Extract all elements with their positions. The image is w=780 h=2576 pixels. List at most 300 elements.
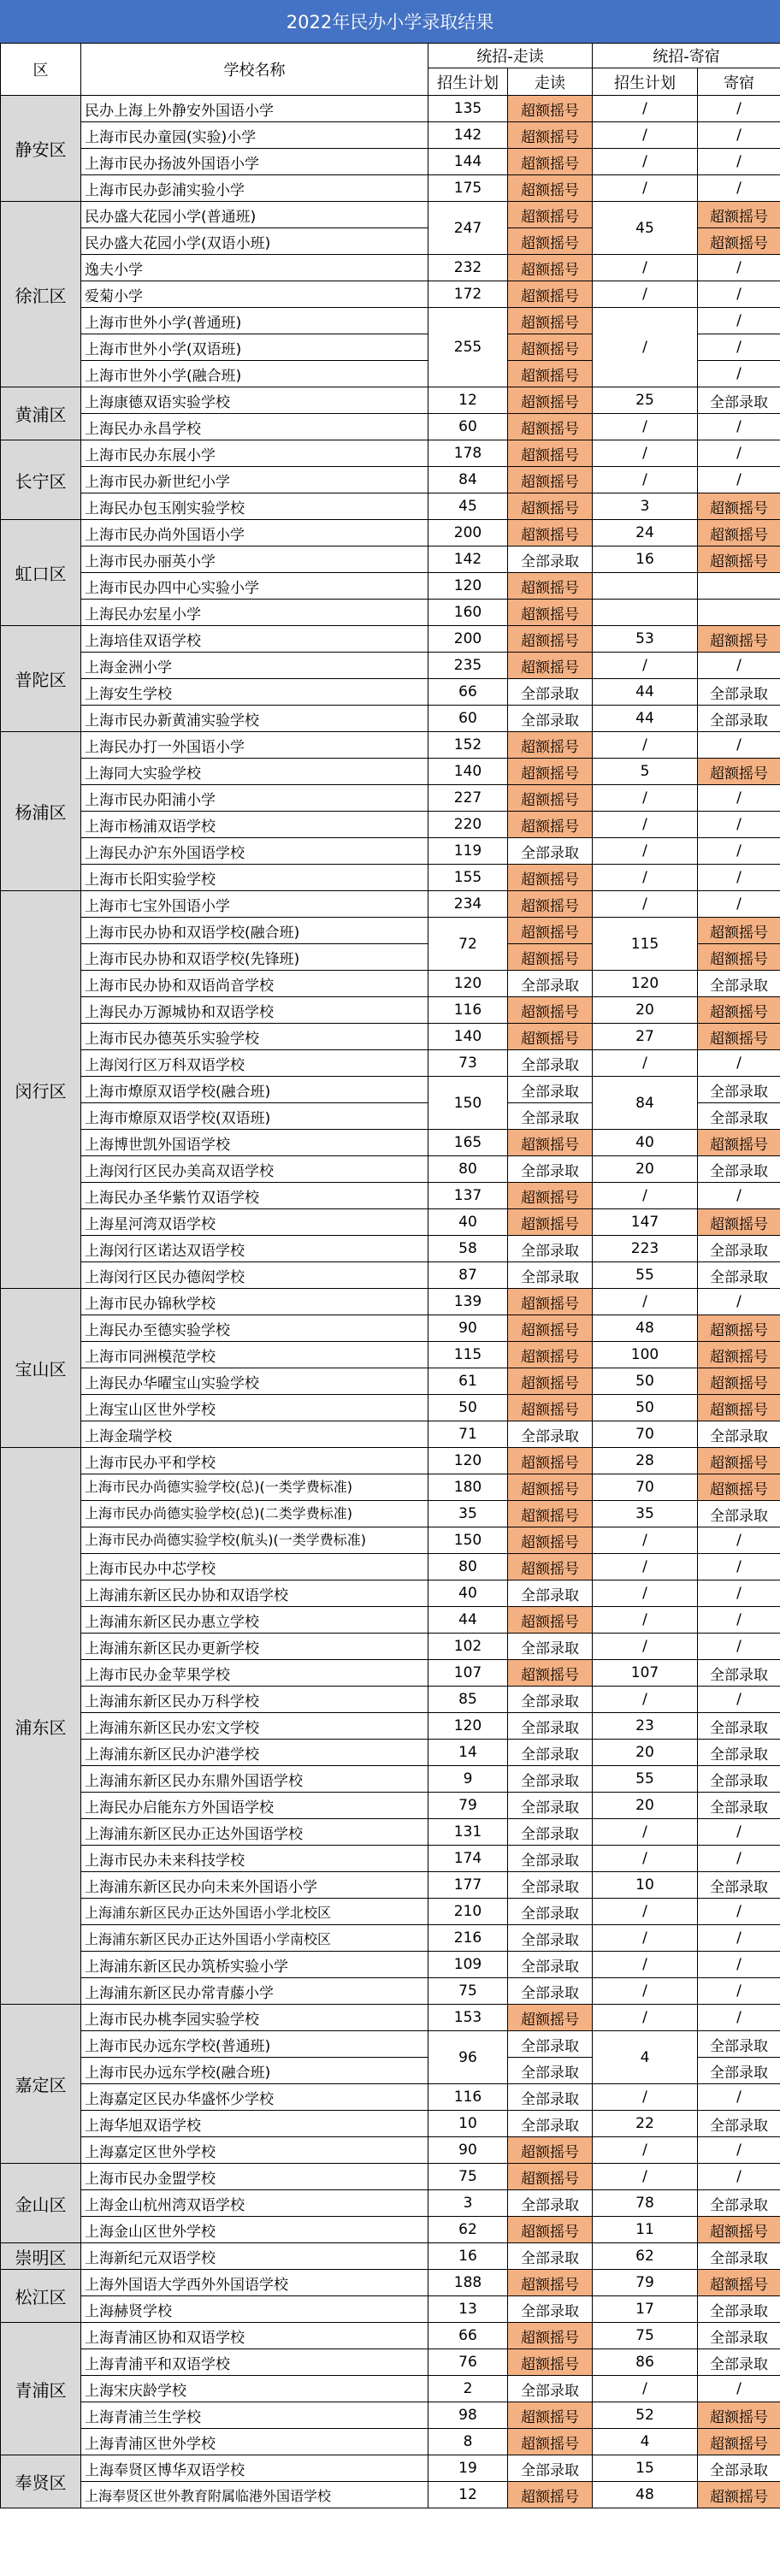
quota2-cell: / — [593, 2376, 698, 2402]
header-group-walk: 统招-走读 — [428, 44, 593, 68]
board-result: / — [698, 2084, 780, 2111]
table-row — [1, 2270, 780, 2296]
quota-cell: 13 — [428, 2296, 508, 2323]
quota-cell: 96 — [428, 2031, 508, 2084]
school-name: 上海民办万源城协和双语学校 — [81, 997, 428, 1024]
school-name: 上海市民办新世纪小学 — [81, 467, 428, 493]
quota-cell: 60 — [428, 706, 508, 732]
quota-cell: 135 — [428, 96, 508, 122]
table-row — [1, 679, 780, 706]
table-row — [1, 1554, 780, 1580]
table-row — [1, 1660, 780, 1687]
quota-cell: 234 — [428, 891, 508, 918]
school-name: 上海市燎原双语学校(双语班) — [81, 1103, 428, 1130]
board-result: / — [698, 96, 780, 122]
table-row — [1, 732, 780, 759]
quota-cell: 220 — [428, 812, 508, 838]
school-name: 上海康德双语实验学校 — [81, 387, 428, 414]
header-quota: 招生计划 — [428, 68, 508, 96]
quota2-cell: / — [593, 1607, 698, 1634]
school-name: 上海宋庆龄学校 — [81, 2376, 428, 2402]
quota-cell: 120 — [428, 1448, 508, 1474]
quota2-cell: / — [593, 1978, 698, 2005]
quota2-cell: / — [593, 2137, 698, 2164]
walk-result: 超额摇号 — [508, 812, 593, 838]
quota-cell: 178 — [428, 440, 508, 467]
school-name: 上海浦东新区民办向未来外国语小学 — [81, 1872, 428, 1899]
board-result: 超额摇号 — [698, 997, 780, 1024]
table-row — [1, 1130, 780, 1156]
school-name: 上海浦东新区民办惠立学校 — [81, 1607, 428, 1634]
walk-result: 超额摇号 — [508, 2402, 593, 2429]
table-row — [1, 971, 780, 997]
quota2-cell: / — [593, 1819, 698, 1846]
quota2-cell: 22 — [593, 2111, 698, 2137]
board-result: 超额摇号 — [698, 626, 780, 653]
school-name: 上海华旭双语学校 — [81, 2111, 428, 2137]
school-name: 上海青浦平和双语学校 — [81, 2349, 428, 2376]
table-row — [1, 1634, 780, 1660]
quota-cell: 75 — [428, 2164, 508, 2190]
quota2-cell: 48 — [593, 2482, 698, 2508]
quota-cell: 172 — [428, 281, 508, 308]
walk-result: 全部录取 — [508, 547, 593, 573]
walk-result: 全部录取 — [508, 1952, 593, 1978]
table-row — [1, 2349, 780, 2376]
walk-result: 全部录取 — [508, 1236, 593, 1262]
quota-cell: 177 — [428, 1872, 508, 1899]
table-row — [1, 1793, 780, 1819]
school-name: 上海奉贤区博华双语学校 — [81, 2455, 428, 2482]
school-name: 上海市民办平和学校 — [81, 1448, 428, 1474]
walk-result: 超额摇号 — [508, 122, 593, 149]
quota-cell: 116 — [428, 997, 508, 1024]
table-row — [1, 414, 780, 440]
school-name: 上海市民办中芯学校 — [81, 1554, 428, 1580]
school-name: 上海市民办阳浦小学 — [81, 785, 428, 812]
school-name: 上海浦东新区民办协和双语学校 — [81, 1580, 428, 1607]
walk-result: 超额摇号 — [508, 467, 593, 493]
school-name: 上海浦东新区民办正达外国语小学北校区 — [81, 1899, 428, 1925]
board-result: / — [698, 1978, 780, 2005]
school-name: 上海浦东新区民办正达外国语学校 — [81, 1819, 428, 1846]
walk-result: 全部录取 — [508, 1103, 593, 1130]
table-row — [1, 2111, 780, 2137]
board-result: 全部录取 — [698, 2296, 780, 2323]
board-result: 超额摇号 — [698, 493, 780, 520]
board-result: / — [698, 1580, 780, 1607]
table-row — [1, 2482, 780, 2508]
district-cell: 徐汇区 — [1, 202, 81, 387]
quota2-cell: 120 — [593, 971, 698, 997]
quota-cell: 142 — [428, 547, 508, 573]
school-name: 上海青浦区世外学校 — [81, 2429, 428, 2455]
school-name: 上海外国语大学西外外国语学校 — [81, 2270, 428, 2296]
quota-cell: 165 — [428, 1130, 508, 1156]
walk-result: 超额摇号 — [508, 785, 593, 812]
quota-cell: 19 — [428, 2455, 508, 2482]
quota-cell: 160 — [428, 600, 508, 626]
school-name: 上海市民办未来科技学校 — [81, 1846, 428, 1872]
board-result: 超额摇号 — [698, 2429, 780, 2455]
walk-result: 超额摇号 — [508, 1395, 593, 1421]
district-cell: 奉贤区 — [1, 2455, 81, 2508]
quota-cell: 116 — [428, 2084, 508, 2111]
district-cell: 普陀区 — [1, 626, 81, 732]
quota-cell: 98 — [428, 2402, 508, 2429]
table-row — [1, 1368, 780, 1395]
quota2-cell: / — [593, 1899, 698, 1925]
quota2-cell: 5 — [593, 759, 698, 785]
board-result: 全部录取 — [698, 2455, 780, 2482]
quota2-cell: / — [593, 414, 698, 440]
quota-cell: 137 — [428, 1183, 508, 1209]
quota2-cell: 78 — [593, 2190, 698, 2217]
walk-result: 超额摇号 — [508, 573, 593, 600]
board-result: 超额摇号 — [698, 520, 780, 547]
quota2-cell: / — [593, 96, 698, 122]
walk-result: 全部录取 — [508, 1580, 593, 1607]
quota-cell: 152 — [428, 732, 508, 759]
board-result: / — [698, 467, 780, 493]
walk-result: 全部录取 — [508, 2376, 593, 2402]
walk-result: 全部录取 — [508, 2243, 593, 2270]
board-result: 全部录取 — [698, 1103, 780, 1130]
walk-result: 超额摇号 — [508, 732, 593, 759]
table-row — [1, 202, 780, 228]
district-cell: 长宁区 — [1, 440, 81, 520]
board-result: / — [698, 1289, 780, 1315]
school-name: 上海浦东新区民办正达外国语小学南校区 — [81, 1925, 428, 1952]
table-row — [1, 520, 780, 547]
board-result: / — [698, 1183, 780, 1209]
table-row — [1, 838, 780, 865]
table-row — [1, 281, 780, 308]
table-row — [1, 1846, 780, 1872]
quota2-cell: 17 — [593, 2296, 698, 2323]
school-name: 上海浦东新区民办常青藤小学 — [81, 1978, 428, 2005]
board-result: / — [698, 2376, 780, 2402]
table-body — [1, 96, 780, 2508]
walk-result: 超额摇号 — [508, 2482, 593, 2508]
board-result: 全部录取 — [698, 2349, 780, 2376]
quota-cell: 90 — [428, 1315, 508, 1342]
school-name: 上海闵行区诺达双语学校 — [81, 1236, 428, 1262]
quota-cell: 227 — [428, 785, 508, 812]
walk-result: 超额摇号 — [508, 149, 593, 175]
table-row — [1, 2376, 780, 2402]
walk-result: 超额摇号 — [508, 361, 593, 387]
quota2-cell: 100 — [593, 1342, 698, 1368]
school-name: 上海市民办协和双语学校(融合班) — [81, 918, 428, 944]
quota-cell: 2 — [428, 2376, 508, 2402]
board-result: / — [698, 2137, 780, 2164]
quota2-cell: 44 — [593, 706, 698, 732]
walk-result: 超额摇号 — [508, 202, 593, 228]
quota2-cell: 23 — [593, 1713, 698, 1740]
walk-result: 超额摇号 — [508, 175, 593, 202]
board-result: 全部录取 — [698, 1262, 780, 1289]
header-quota2: 招生计划 — [593, 68, 698, 96]
school-name: 上海浦东新区民办万科学校 — [81, 1687, 428, 1713]
school-name: 上海嘉定区世外学校 — [81, 2137, 428, 2164]
quota-cell: 50 — [428, 1395, 508, 1421]
board-result: / — [698, 334, 780, 361]
admission-table — [0, 43, 780, 2508]
school-name: 上海市民办童园(实验)小学 — [81, 122, 428, 149]
table-row — [1, 2296, 780, 2323]
board-result: 超额摇号 — [698, 2270, 780, 2296]
table-row — [1, 2031, 780, 2058]
school-name: 上海市民办协和双语学校(先锋班) — [81, 944, 428, 971]
board-result: / — [698, 1050, 780, 1077]
school-name: 上海市民办尚德实验学校(总)(二类学费标准) — [81, 1501, 428, 1527]
quota2-cell: / — [593, 838, 698, 865]
quota2-cell: 40 — [593, 1130, 698, 1156]
board-result: 全部录取 — [698, 1713, 780, 1740]
board-result: / — [698, 175, 780, 202]
quota2-cell: / — [593, 149, 698, 175]
table-row — [1, 1580, 780, 1607]
school-name: 上海市杨浦双语学校 — [81, 812, 428, 838]
quota-cell: 235 — [428, 653, 508, 679]
quota-cell: 10 — [428, 2111, 508, 2137]
quota-cell: 180 — [428, 1474, 508, 1501]
walk-result: 超额摇号 — [508, 2270, 593, 2296]
board-result: 超额摇号 — [698, 1368, 780, 1395]
school-name: 上海市世外小学(双语班) — [81, 334, 428, 361]
table-row — [1, 812, 780, 838]
quota-cell: 12 — [428, 2482, 508, 2508]
table-row — [1, 2455, 780, 2482]
board-result: 超额摇号 — [698, 944, 780, 971]
quota-cell: 115 — [428, 1342, 508, 1368]
quota-cell: 200 — [428, 626, 508, 653]
quota-cell: 8 — [428, 2429, 508, 2455]
walk-result: 超额摇号 — [508, 1474, 593, 1501]
table-row — [1, 918, 780, 944]
board-result: 全部录取 — [698, 2111, 780, 2137]
quota2-cell: 75 — [593, 2323, 698, 2349]
school-name: 上海青浦区协和双语学校 — [81, 2323, 428, 2349]
quota2-cell: / — [593, 812, 698, 838]
quota2-cell: / — [593, 255, 698, 281]
table-row — [1, 1183, 780, 1209]
quota2-cell: 3 — [593, 493, 698, 520]
quota-cell: 216 — [428, 1925, 508, 1952]
table-row — [1, 891, 780, 918]
table-row — [1, 1448, 780, 1474]
board-result: 超额摇号 — [698, 1315, 780, 1342]
quota-cell: 72 — [428, 918, 508, 971]
quota2-cell: 53 — [593, 626, 698, 653]
table-row — [1, 2429, 780, 2455]
quota2-cell: 70 — [593, 1421, 698, 1448]
board-result: 全部录取 — [698, 1793, 780, 1819]
walk-result: 全部录取 — [508, 1713, 593, 1740]
table-row — [1, 1766, 780, 1793]
quota2-cell: 115 — [593, 918, 698, 971]
quota2-cell: 55 — [593, 1262, 698, 1289]
table-row — [1, 1289, 780, 1315]
quota2-cell: 45 — [593, 202, 698, 255]
quota-cell: 80 — [428, 1156, 508, 1183]
quota-cell: 73 — [428, 1050, 508, 1077]
table-row — [1, 2190, 780, 2217]
header-group-board: 统招-寄宿 — [593, 44, 780, 68]
board-result: 全部录取 — [698, 2323, 780, 2349]
table-row — [1, 1740, 780, 1766]
quota2-cell: / — [593, 891, 698, 918]
table-row — [1, 653, 780, 679]
school-name: 上海浦东新区民办沪港学校 — [81, 1740, 428, 1766]
quota-cell: 200 — [428, 520, 508, 547]
quota-cell: 153 — [428, 2005, 508, 2031]
school-name: 上海金山区世外学校 — [81, 2217, 428, 2243]
walk-result: 全部录取 — [508, 2084, 593, 2111]
quota2-cell: / — [593, 281, 698, 308]
walk-result: 全部录取 — [508, 2111, 593, 2137]
district-cell: 宝山区 — [1, 1289, 81, 1448]
walk-result: 全部录取 — [508, 1793, 593, 1819]
walk-result: 超额摇号 — [508, 2217, 593, 2243]
walk-result: 超额摇号 — [508, 1448, 593, 1474]
walk-result: 全部录取 — [508, 1925, 593, 1952]
walk-result: 超额摇号 — [508, 626, 593, 653]
school-name: 上海星河湾双语学校 — [81, 1209, 428, 1236]
school-name: 上海金瑞学校 — [81, 1421, 428, 1448]
quota-cell: 76 — [428, 2349, 508, 2376]
quota2-cell: 27 — [593, 1024, 698, 1050]
walk-result: 超额摇号 — [508, 1209, 593, 1236]
quota2-cell: 24 — [593, 520, 698, 547]
walk-result: 超额摇号 — [508, 2005, 593, 2031]
quota2-cell: / — [593, 122, 698, 149]
quota-cell: 66 — [428, 679, 508, 706]
district-cell: 嘉定区 — [1, 2005, 81, 2164]
table-row — [1, 1952, 780, 1978]
walk-result: 超额摇号 — [508, 2137, 593, 2164]
walk-result: 超额摇号 — [508, 1183, 593, 1209]
quota-cell: 45 — [428, 493, 508, 520]
district-cell: 青浦区 — [1, 2323, 81, 2455]
school-name: 上海市民办德英乐实验学校 — [81, 1024, 428, 1050]
walk-result: 超额摇号 — [508, 1527, 593, 1554]
quota2-cell: / — [593, 467, 698, 493]
school-name: 上海市民办彭浦实验小学 — [81, 175, 428, 202]
quota-cell: 66 — [428, 2323, 508, 2349]
walk-result: 全部录取 — [508, 1872, 593, 1899]
quota-cell: 142 — [428, 122, 508, 149]
walk-result: 超额摇号 — [508, 997, 593, 1024]
quota-cell: 14 — [428, 1740, 508, 1766]
quota2-cell: 79 — [593, 2270, 698, 2296]
school-name: 上海同大实验学校 — [81, 759, 428, 785]
walk-result: 超额摇号 — [508, 865, 593, 891]
walk-result: 全部录取 — [508, 706, 593, 732]
walk-result: 全部录取 — [508, 1978, 593, 2005]
walk-result: 超额摇号 — [508, 520, 593, 547]
quota-cell: 84 — [428, 467, 508, 493]
school-name: 上海闵行区民办美高双语学校 — [81, 1156, 428, 1183]
school-name: 上海市民办扬波外国语小学 — [81, 149, 428, 175]
quota2-cell: / — [593, 175, 698, 202]
board-result: 全部录取 — [698, 2243, 780, 2270]
quota2-cell: 223 — [593, 1236, 698, 1262]
quota2-cell: 10 — [593, 1872, 698, 1899]
school-name: 上海市民办四中心实验小学 — [81, 573, 428, 600]
school-name: 上海浦东新区民办更新学校 — [81, 1634, 428, 1660]
school-name: 上海市民办尚外国语小学 — [81, 520, 428, 547]
table-row — [1, 1819, 780, 1846]
school-name: 上海金山杭州湾双语学校 — [81, 2190, 428, 2217]
school-name: 上海市民办新黄浦实验学校 — [81, 706, 428, 732]
quota-cell: 255 — [428, 308, 508, 387]
board-result: 全部录取 — [698, 1660, 780, 1687]
quota-cell: 150 — [428, 1527, 508, 1554]
walk-result: 超额摇号 — [508, 2349, 593, 2376]
quota2-cell: 55 — [593, 1766, 698, 1793]
header-walk: 走读 — [508, 68, 593, 96]
board-result: 超额摇号 — [698, 1342, 780, 1368]
school-name: 上海民办包玉刚实验学校 — [81, 493, 428, 520]
walk-result: 全部录取 — [508, 1634, 593, 1660]
walk-result: 超额摇号 — [508, 1501, 593, 1527]
quota2-cell: / — [593, 1050, 698, 1077]
school-name: 上海浦东新区民办东鼎外国语学校 — [81, 1766, 428, 1793]
table-row — [1, 1899, 780, 1925]
quota-cell: 71 — [428, 1421, 508, 1448]
board-result: / — [698, 1952, 780, 1978]
school-name: 上海民办圣华紫竹双语学校 — [81, 1183, 428, 1209]
walk-result: 超额摇号 — [508, 440, 593, 467]
board-result: / — [698, 1846, 780, 1872]
quota-cell: 140 — [428, 759, 508, 785]
quota2-cell: / — [593, 653, 698, 679]
walk-result: 超额摇号 — [508, 1130, 593, 1156]
board-result: / — [698, 732, 780, 759]
quota-cell: 90 — [428, 2137, 508, 2164]
board-result: / — [698, 308, 780, 334]
quota-cell: 62 — [428, 2217, 508, 2243]
school-name: 上海市世外小学(融合班) — [81, 361, 428, 387]
quota2-cell: / — [593, 1952, 698, 1978]
walk-result: 超额摇号 — [508, 2323, 593, 2349]
quota2-cell: / — [593, 785, 698, 812]
walk-result: 全部录取 — [508, 1899, 593, 1925]
school-name: 上海奉贤区世外教育附属临港外国语学校 — [81, 2482, 428, 2508]
board-result: 全部录取 — [698, 387, 780, 414]
board-result: / — [698, 440, 780, 467]
walk-result: 全部录取 — [508, 1262, 593, 1289]
quota2-cell: / — [593, 1554, 698, 1580]
school-name: 民办盛大花园小学(双语小班) — [81, 228, 428, 255]
board-result: 超额摇号 — [698, 1209, 780, 1236]
walk-result: 全部录取 — [508, 1766, 593, 1793]
board-result: 全部录取 — [698, 1766, 780, 1793]
board-result: 全部录取 — [698, 1077, 780, 1103]
quota-cell: 12 — [428, 387, 508, 414]
board-result: 全部录取 — [698, 1501, 780, 1527]
walk-result: 全部录取 — [508, 838, 593, 865]
school-name: 上海市民办东展小学 — [81, 440, 428, 467]
walk-result: 全部录取 — [508, 2296, 593, 2323]
quota-cell: 102 — [428, 1634, 508, 1660]
quota2-cell: 107 — [593, 1660, 698, 1687]
table-row — [1, 759, 780, 785]
walk-result: 全部录取 — [508, 2031, 593, 2058]
walk-result: 超额摇号 — [508, 1607, 593, 1634]
